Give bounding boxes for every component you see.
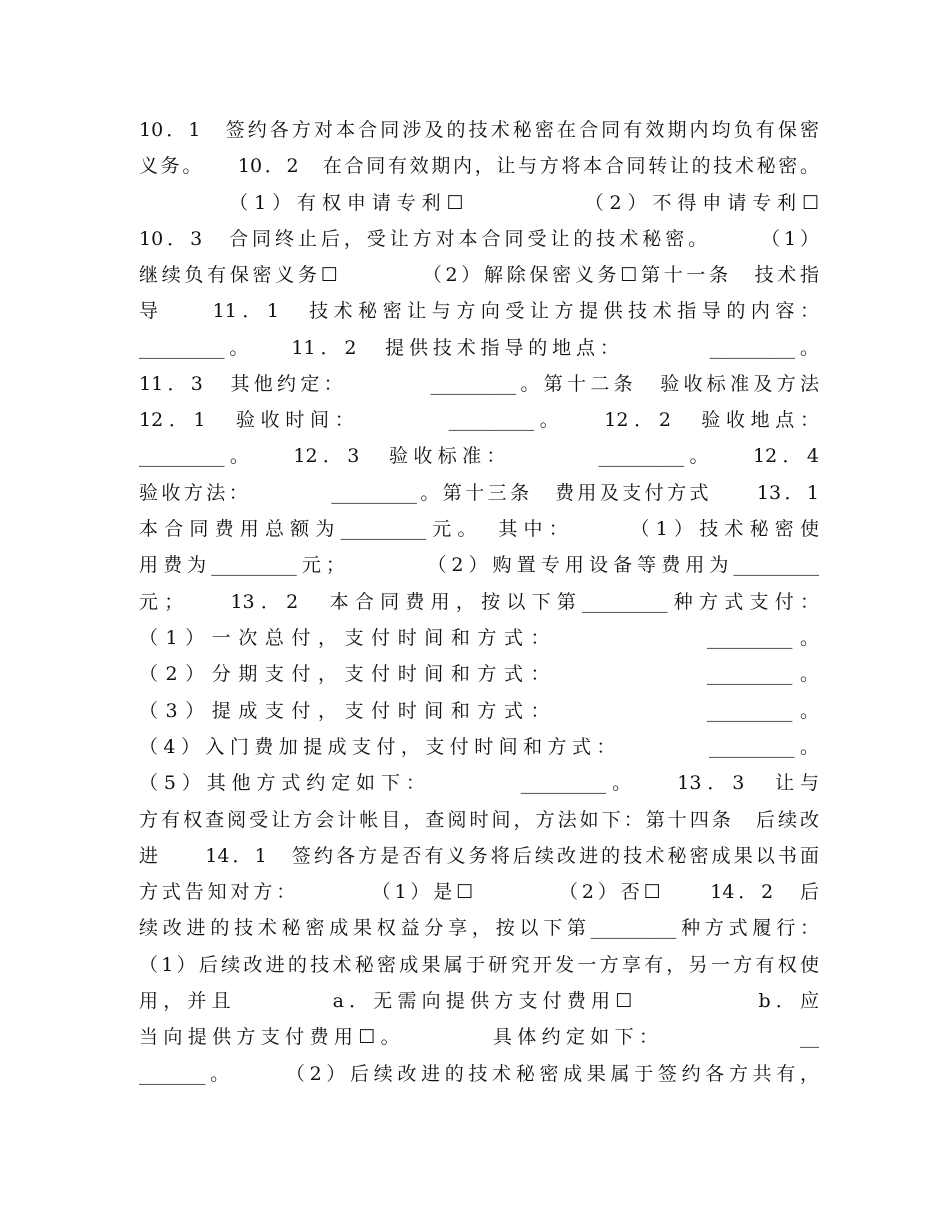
text-line: 用，并且 a．无需向提供方支付费用☐ b．应 bbox=[139, 990, 819, 1012]
text-line: 义务。 10．2 在合同有效期内，让与方将本合同转让的技术秘密。 bbox=[139, 155, 819, 177]
text-line: _______。 （2）后续改进的技术秘密成果属于签约各方共有， bbox=[139, 1063, 819, 1085]
text-line: 验收方法： _________。第十三条 费用及支付方式 13．1 bbox=[139, 482, 819, 504]
text-line: 12．1 验收时间： _________。 12．2 验收地点： bbox=[139, 409, 819, 431]
text-line: （2）分期支付，支付时间和方式： _________。 bbox=[139, 663, 819, 685]
text-line: 本合同费用总额为_________元。 其中： （1）技术秘密使 bbox=[139, 518, 819, 540]
text-line: _________。 11．2 提供技术指导的地点： _________。 bbox=[139, 337, 819, 359]
text-line: 用费为_________元； （2）购置专用设备等费用为_________ bbox=[139, 554, 819, 576]
text-line: 方式告知对方： （1）是☐ （2）否☐ 14．2 后 bbox=[139, 881, 819, 903]
text-line: 11．3 其他约定： _________。第十二条 验收标准及方法 bbox=[139, 373, 819, 395]
text-line: 进 14．1 签约各方是否有义务将后续改进的技术秘密成果以书面 bbox=[139, 845, 819, 867]
text-line: （4）入门费加提成支付，支付时间和方式： _________。 bbox=[139, 736, 819, 758]
text-line: 续改进的技术秘密成果权益分享，按以下第_________种方式履行： bbox=[139, 917, 819, 939]
text-line: （1）后续改进的技术秘密成果属于研究开发一方享有，另一方有权使 bbox=[139, 954, 819, 976]
text-line: （1）有权申请专利☐ （2）不得申请专利☐ bbox=[139, 192, 819, 214]
text-line: （5）其他方式约定如下： _________。 13．3 让与 bbox=[139, 772, 819, 794]
text-line: 方有权查阅受让方会计帐目，查阅时间，方法如下：第十四条 后续改 bbox=[139, 809, 819, 831]
text-line: 导 11．1 技术秘密让与方向受让方提供技术指导的内容： bbox=[139, 300, 819, 322]
text-line: 当向提供方支付费用☐。 具体约定如下： __ bbox=[139, 1026, 819, 1048]
text-line: _________。 12．3 验收标准： _________。 12．4 bbox=[139, 445, 819, 467]
text-line: 10．3 合同终止后，受让方对本合同受让的技术秘密。 （1） bbox=[139, 228, 819, 250]
text-line: 元； 13．2 本合同费用，按以下第_________种方式支付： bbox=[139, 591, 819, 613]
text-line: （3）提成支付，支付时间和方式： _________。 bbox=[139, 700, 819, 722]
text-line: 10．1 签约各方对本合同涉及的技术秘密在合同有效期内均负有保密 bbox=[139, 119, 819, 141]
text-line: （1）一次总付，支付时间和方式： _________。 bbox=[139, 627, 819, 649]
text-line: 继续负有保密义务☐ （2）解除保密义务☐第十一条 技术指 bbox=[139, 264, 819, 286]
